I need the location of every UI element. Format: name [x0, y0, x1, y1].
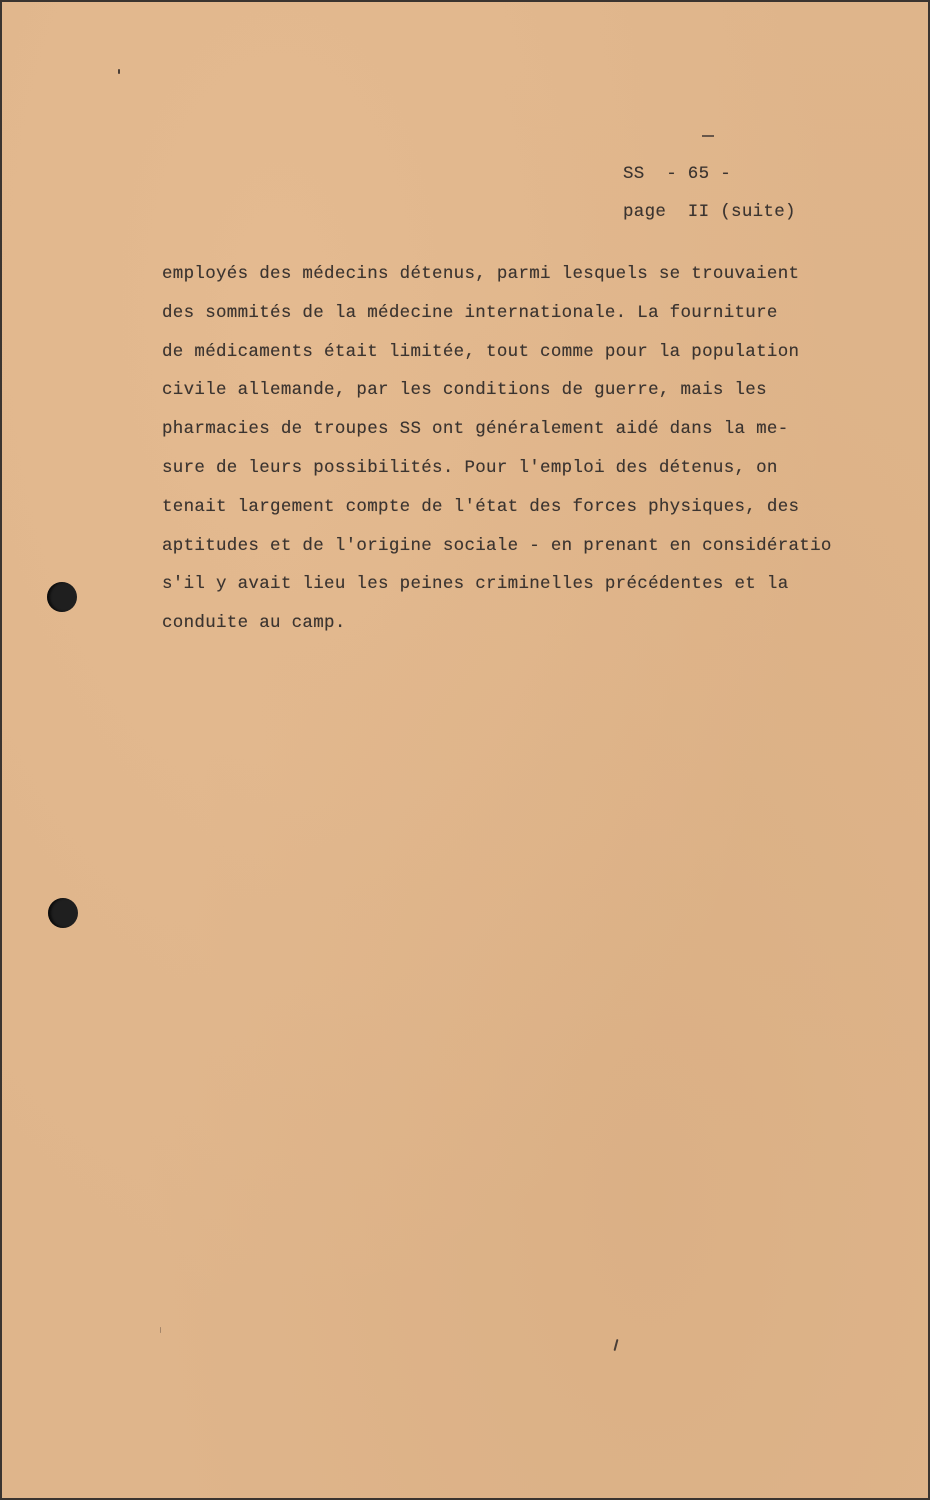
text-line: sure de leurs possibilités. Pour l'emploi des détenus, on — [162, 457, 778, 478]
body-paragraph — [162, 260, 832, 648]
paper-speck — [160, 1327, 161, 1333]
text-line: conduite au camp. — [162, 613, 346, 634]
text-line: tenait largement compte de l'état des forces physiques, des — [162, 496, 800, 517]
paper-speck — [118, 69, 120, 74]
page-number: page II (suite) — [623, 202, 796, 222]
text-line: civile allemande, par les conditions de guerre, mais les — [162, 380, 767, 401]
text-line: aptitudes et de l'origine sociale - en prenant en considératio — [162, 535, 832, 556]
punch-hole-top — [47, 582, 77, 612]
punch-hole-bottom — [48, 898, 78, 928]
header-mark — [702, 135, 714, 137]
text-line: des sommités de la médecine internationale. La fourniture — [162, 302, 778, 323]
text-line: de médicaments était limitée, tout comme pour la population — [162, 341, 800, 362]
text-line: s'il y avait lieu les peines criminelles précédentes et la — [162, 574, 789, 595]
text-line: pharmacies de troupes SS ont généralement aidé dans la me- — [162, 419, 789, 440]
document-reference: SS - 65 - — [623, 164, 732, 184]
document-page — [2, 2, 928, 1498]
text-line: employés des médecins détenus, parmi lesquels se trouvaient — [162, 264, 800, 284]
pencil-mark — [613, 1339, 618, 1351]
